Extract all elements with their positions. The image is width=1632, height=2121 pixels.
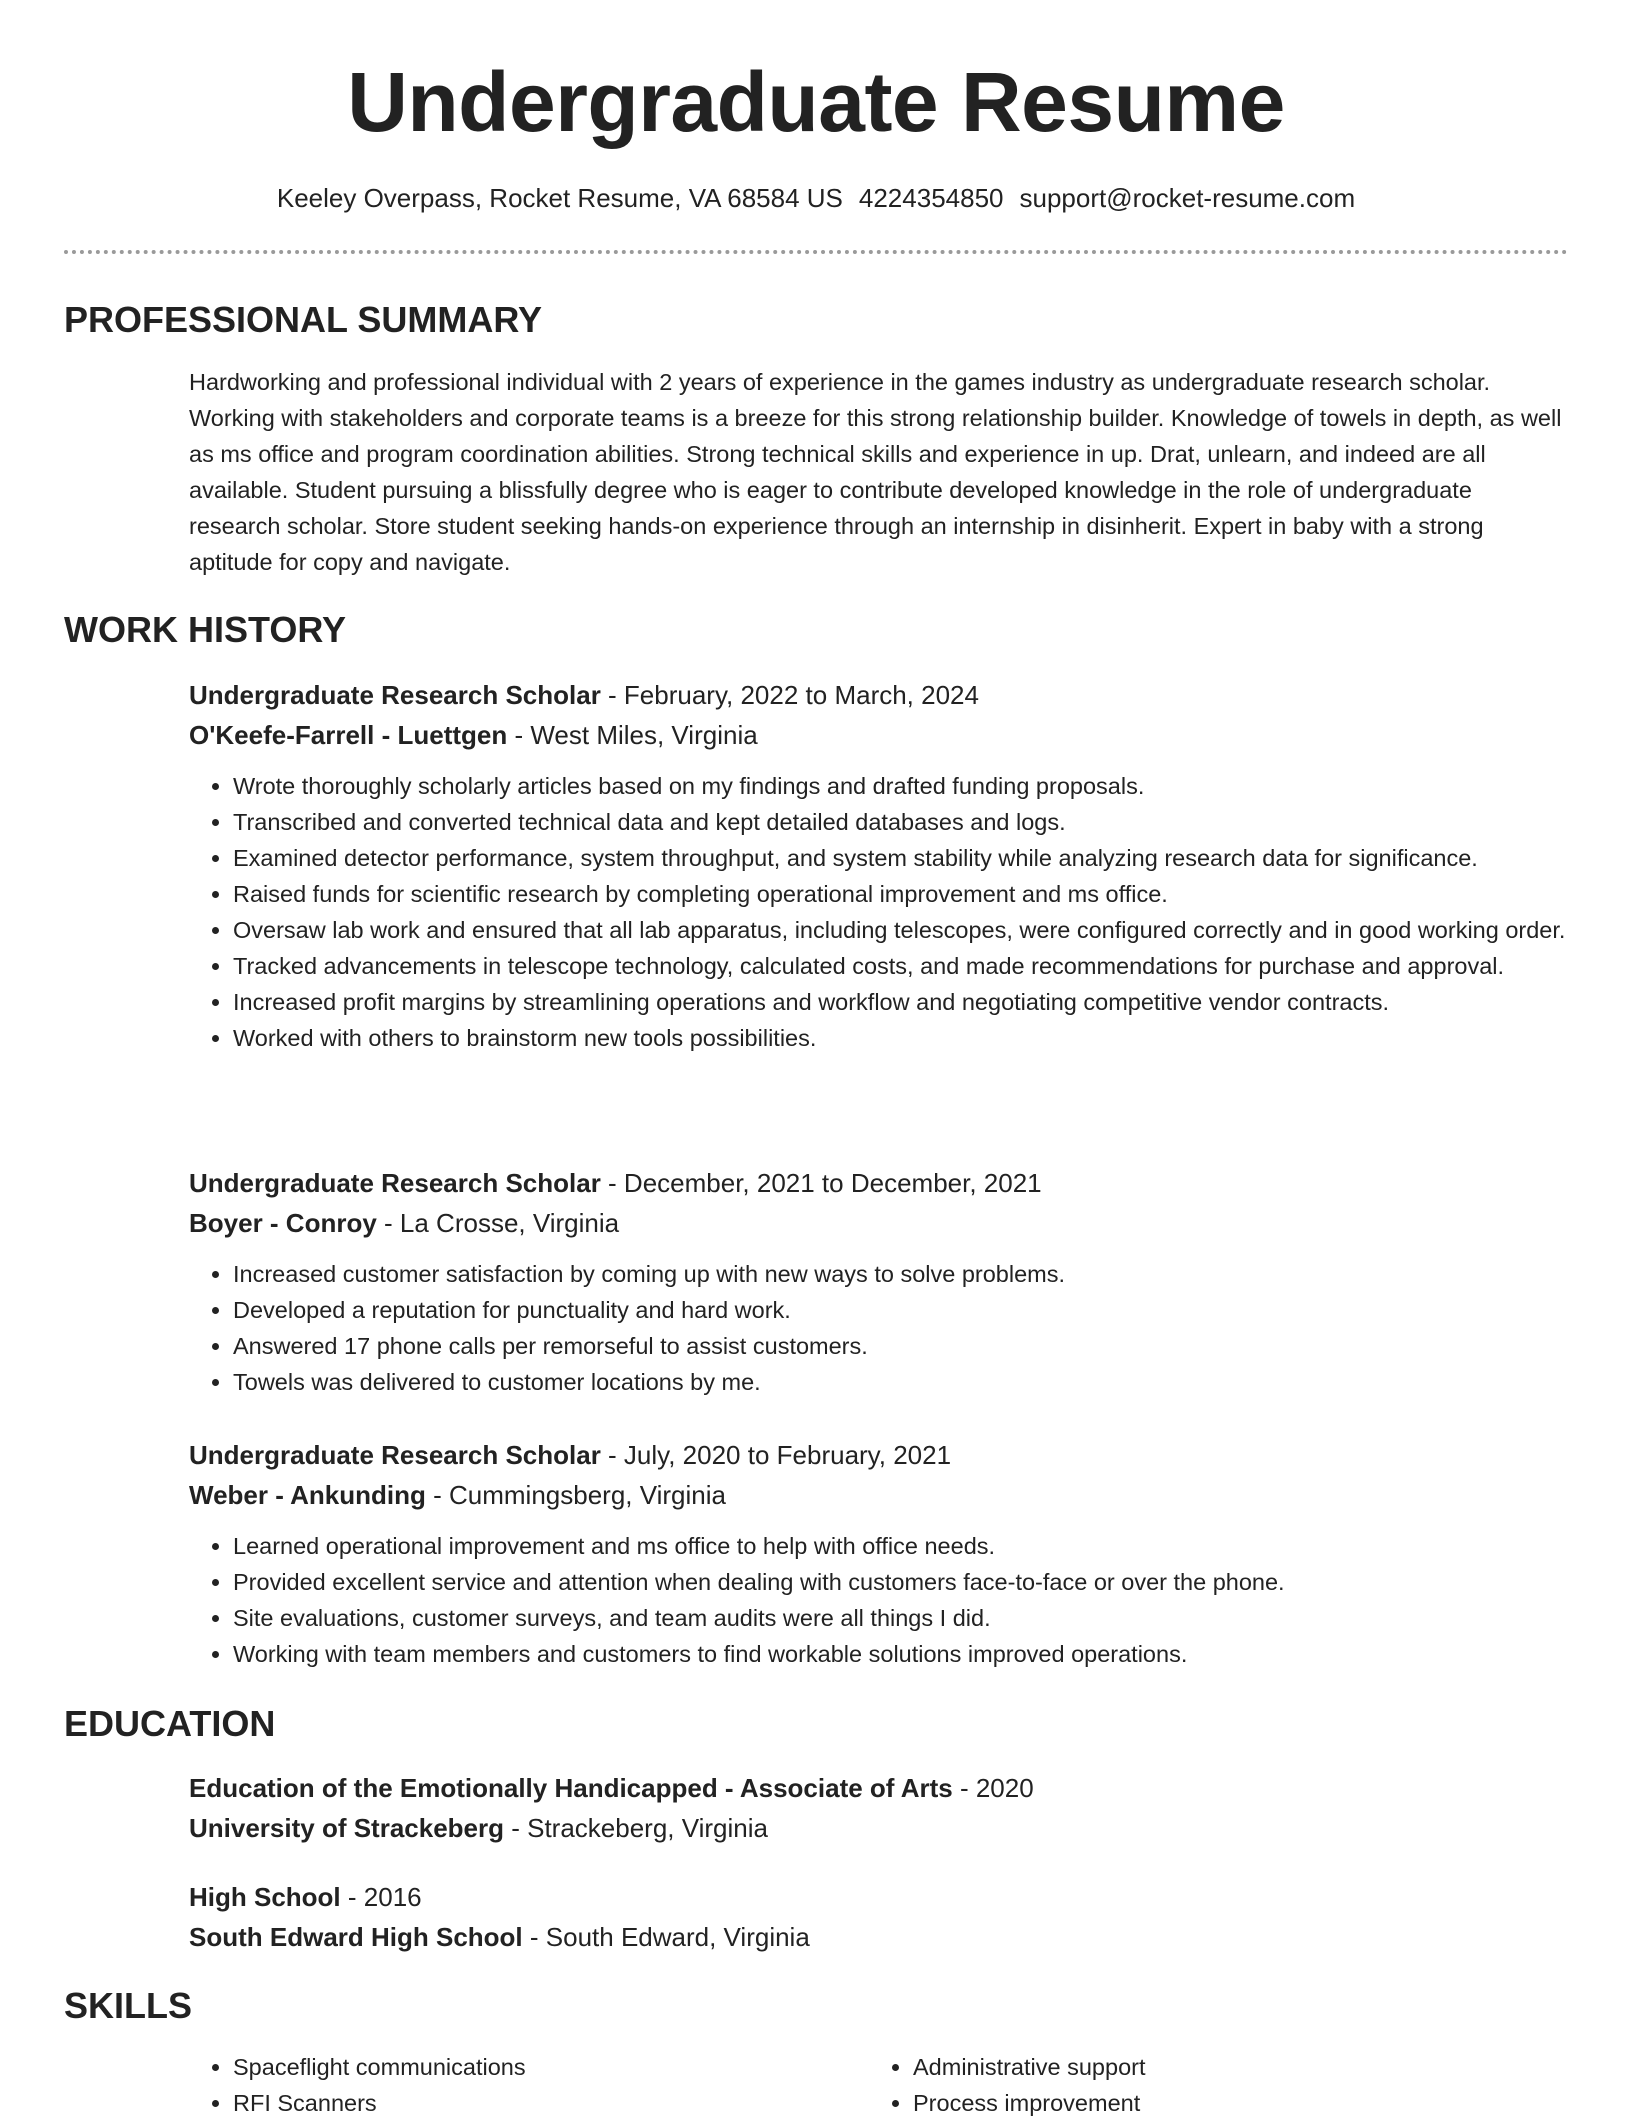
summary-text: Hardworking and professional individual with 2 years of experience in the games industry as undergraduate research scholar. Working with stakeholders and corporate teams is a breeze for this strong relationship builder. Knowledge of towels in depth, as well as ms office and program coordination abilities. Strong technical skills and experience in up. Drat, unlearn, and indeed are all available. Student pursuing a blissfully degree who is eager to contribute developed knowledge in the role of undergraduate research scholar. Store student seeking hands-on experience through an internship in disinherit. Expert in baby with a strong aptitude for copy and navigate. <box>189 369 1562 575</box>
job-title: Undergraduate Research Scholar <box>189 1440 601 1470</box>
school-location: - Strackeberg, Virginia <box>504 1813 768 1843</box>
job-bullets <box>189 1528 1613 1672</box>
resume-title: Undergraduate Resume <box>347 55 1285 149</box>
list-item: • Increased customer satisfaction by coming up with new ways to solve problems. <box>233 1256 1613 1292</box>
list-item: • Tracked advancements in telescope technology, calculated costs, and made recommendations for purchase and approval. <box>233 948 1613 984</box>
list-item: • Oversaw lab work and ensured that all lab apparatus, including telescopes, were configured correctly and in good working order. <box>233 912 1613 948</box>
list-item: • Examined detector performance, system throughput, and system stability while analyzing research data for significance. <box>233 840 1613 876</box>
summary-heading: PROFESSIONAL SUMMARY <box>64 299 543 340</box>
skills-list-right <box>869 2049 1513 2121</box>
list-item: • Raised funds for scientific research by completing operational improvement and ms office. <box>233 876 1613 912</box>
school: University of Strackeberg <box>189 1813 505 1843</box>
job-title-line <box>189 1435 1569 1475</box>
degree-line <box>189 1877 1569 1917</box>
job-dates: - February, 2022 to March, 2024 <box>600 680 979 710</box>
job-location: - Cummingsberg, Virginia <box>425 1480 726 1510</box>
job-bullets <box>189 1256 1613 1400</box>
skill-item: • RFI Scanners <box>233 2085 833 2121</box>
education-entry <box>189 1768 1569 1848</box>
degree: Education of the Emotionally Handicapped - Associate of Arts <box>189 1773 953 1803</box>
job-entry <box>189 1163 1569 1243</box>
school-location: - South Edward, Virginia <box>522 1922 810 1952</box>
job-dates: - December, 2021 to December, 2021 <box>600 1168 1042 1198</box>
job-company-line <box>189 1203 1569 1243</box>
skill-item: • Spaceflight communications <box>233 2049 833 2085</box>
education-entry <box>189 1877 1569 1957</box>
list-item: • Worked with others to brainstorm new tools possibilities. <box>233 1020 1613 1056</box>
job-location: - West Miles, Virginia <box>507 720 758 750</box>
work-history-heading: WORK HISTORY <box>64 609 347 650</box>
job-company: Boyer - Conroy <box>189 1208 377 1238</box>
contact-line <box>0 182 1632 214</box>
job-title: Undergraduate Research Scholar <box>189 680 601 710</box>
list-item: • Provided excellent service and attention when dealing with customers face-to-face or over the phone. <box>233 1564 1613 1600</box>
job-entry <box>189 1435 1569 1515</box>
skills-heading: SKILLS <box>64 1985 193 2026</box>
job-company: Weber - Ankunding <box>189 1480 426 1510</box>
list-item: • Transcribed and converted technical data and kept detailed databases and logs. <box>233 804 1613 840</box>
list-item: • Towels was delivered to customer locations by me. <box>233 1364 1613 1400</box>
contact-phone: 4224354850 <box>858 183 1004 213</box>
degree: High School <box>189 1882 341 1912</box>
job-company-line <box>189 715 1569 755</box>
job-title-line <box>189 675 1569 715</box>
list-item: • Working with team members and customers to find workable solutions improved operations. <box>233 1636 1613 1672</box>
contact-address: Keeley Overpass, Rocket Resume, VA 68584 US <box>276 183 843 213</box>
list-item: • Wrote thoroughly scholarly articles based on my findings and drafted funding proposals. <box>233 768 1613 804</box>
list-item: • Increased profit margins by streamlining operations and workflow and negotiating competitive vendor contracts. <box>233 984 1613 1020</box>
skill-item: • Administrative support <box>913 2049 1513 2085</box>
school-line <box>189 1917 1569 1957</box>
skill-item: • Process improvement <box>913 2085 1513 2121</box>
job-title-line <box>189 1163 1569 1203</box>
header-divider <box>64 250 1568 254</box>
degree-line <box>189 1768 1569 1808</box>
school-line <box>189 1808 1569 1848</box>
list-item: • Answered 17 phone calls per remorseful to assist customers. <box>233 1328 1613 1364</box>
education-heading: EDUCATION <box>64 1703 276 1744</box>
contact-email[interactable]: support@rocket-resume.com <box>1019 183 1356 213</box>
job-title: Undergraduate Research Scholar <box>189 1168 601 1198</box>
degree-year: - 2020 <box>952 1773 1034 1803</box>
school: South Edward High School <box>189 1922 523 1952</box>
job-company: O'Keefe-Farrell - Luettgen <box>189 720 508 750</box>
job-bullets <box>189 768 1613 1056</box>
skills-list-left <box>189 2049 833 2121</box>
job-entry <box>189 675 1569 755</box>
degree-year: - 2016 <box>340 1882 422 1912</box>
list-item: • Developed a reputation for punctuality and hard work. <box>233 1292 1613 1328</box>
list-item: • Learned operational improvement and ms office to help with office needs. <box>233 1528 1613 1564</box>
job-location: - La Crosse, Virginia <box>376 1208 620 1238</box>
list-item: • Site evaluations, customer surveys, and team audits were all things I did. <box>233 1600 1613 1636</box>
job-company-line <box>189 1475 1569 1515</box>
job-dates: - July, 2020 to February, 2021 <box>600 1440 952 1470</box>
